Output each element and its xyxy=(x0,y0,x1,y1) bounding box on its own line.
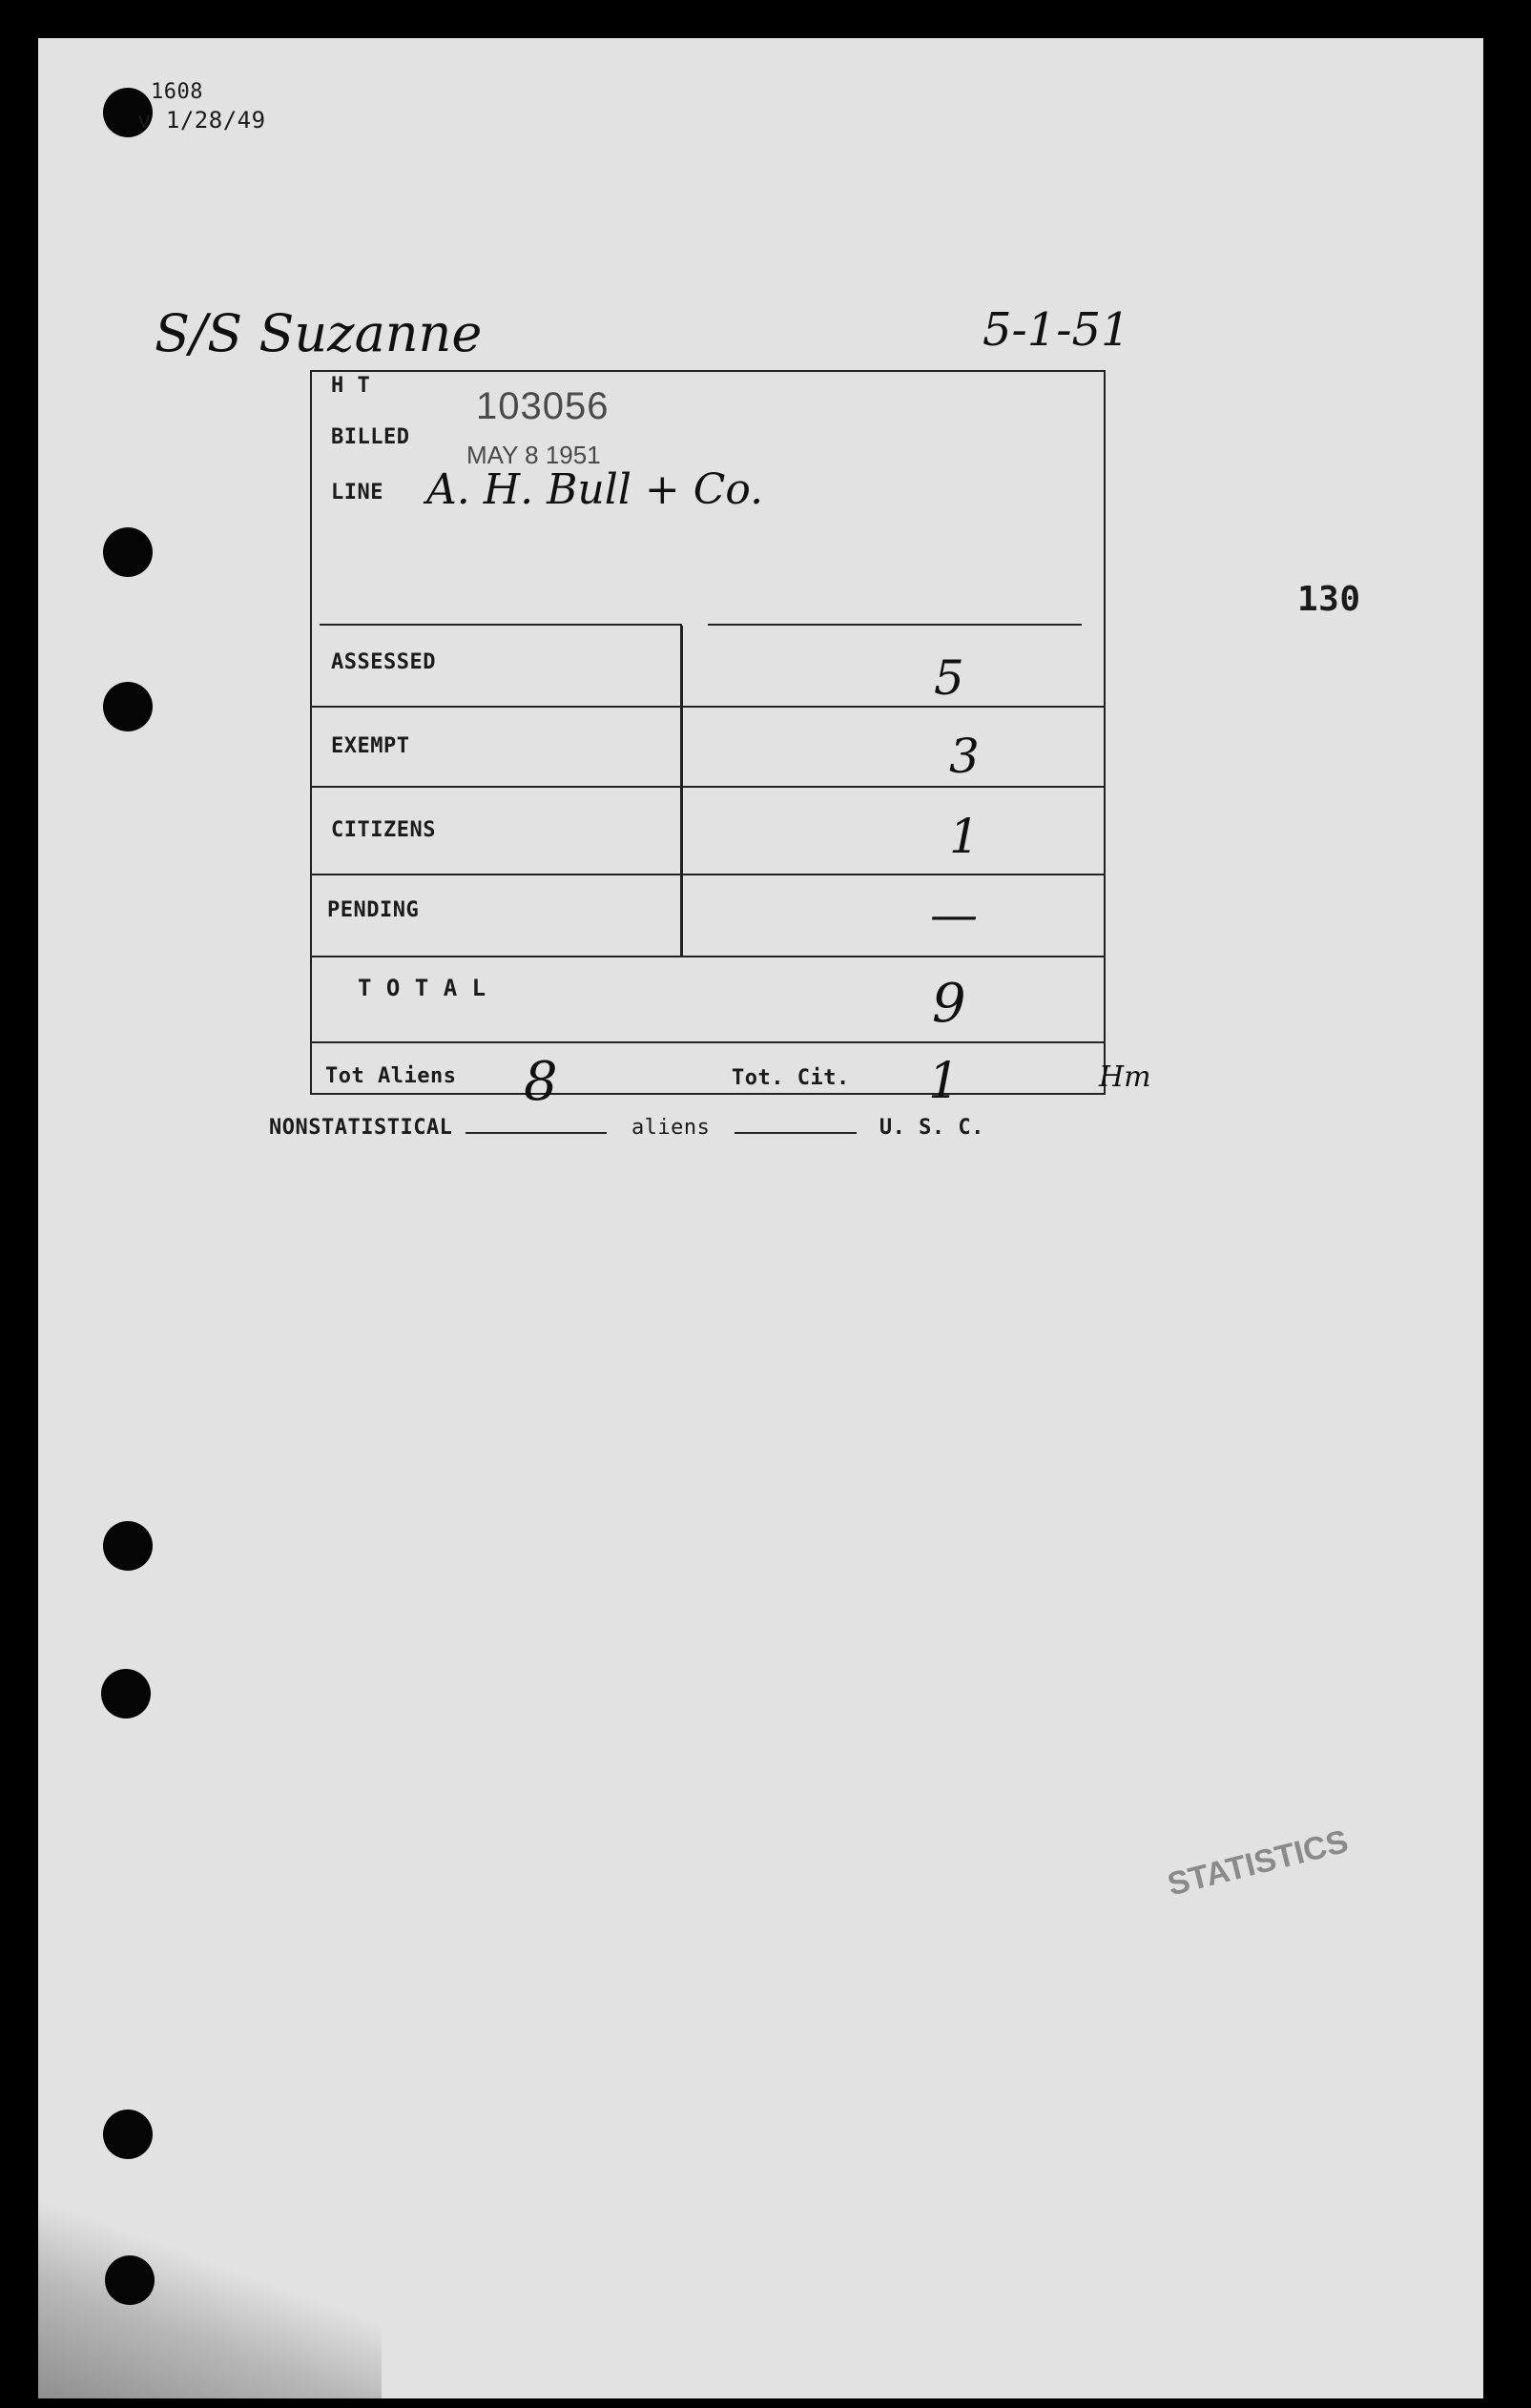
statistics-stamp: STATISTICS xyxy=(1164,1822,1353,1904)
divider xyxy=(312,706,1104,708)
scan-shadow xyxy=(38,2189,382,2398)
form-number: 1608 xyxy=(151,80,203,104)
tot-aliens-label: Tot Aliens xyxy=(325,1064,457,1088)
margin-number: 130 xyxy=(1297,580,1361,619)
divider xyxy=(312,786,1104,788)
row-label-citizens: CITIZENS xyxy=(331,818,436,842)
nonstatistical-label: NONSTATISTICAL xyxy=(269,1116,453,1140)
tot-cit-label: Tot. Cit. xyxy=(732,1066,850,1090)
binder-hole xyxy=(101,1669,151,1719)
line-value: A. H. Bull + Co. xyxy=(426,465,764,514)
ht-number: 103056 xyxy=(476,385,610,427)
divider xyxy=(312,874,1104,875)
tot-cit-value: 1 xyxy=(928,1053,961,1110)
vessel-name: S/S Suzanne xyxy=(155,303,483,363)
row-value-pending: — xyxy=(930,887,978,942)
divider xyxy=(312,1041,1104,1043)
binder-hole xyxy=(103,1521,153,1571)
clerk-initials: Hm xyxy=(1099,1060,1151,1094)
binder-hole xyxy=(105,2255,155,2305)
row-value-citizens: 1 xyxy=(949,809,980,864)
row-value-assessed: 5 xyxy=(934,650,964,706)
billed-label: BILLED xyxy=(331,425,410,449)
column-divider xyxy=(680,626,683,957)
total-value: 9 xyxy=(932,973,966,1035)
line-label: LINE xyxy=(331,481,383,504)
document-page xyxy=(38,38,1483,2398)
binder-hole xyxy=(103,2110,153,2159)
nonstatistical-usc: U. S. C. xyxy=(879,1116,984,1140)
divider xyxy=(312,956,1104,957)
row-label-assessed: ASSESSED xyxy=(331,650,436,674)
tot-aliens-value: 8 xyxy=(524,1051,558,1113)
binder-hole xyxy=(103,682,153,731)
row-value-exempt: 3 xyxy=(949,729,980,784)
nonstatistical-aliens: aliens xyxy=(631,1116,711,1140)
row-label-exempt: EXEMPT xyxy=(331,734,410,758)
ht-label: H T xyxy=(331,374,371,398)
nonstatistical-line xyxy=(269,1116,984,1140)
billed-date: MAY 8 1951 xyxy=(466,441,601,469)
row-label-pending: PENDING xyxy=(327,898,420,922)
total-label: T O T A L xyxy=(358,975,486,1001)
voyage-date: 5-1-51 xyxy=(983,303,1130,357)
binder-hole xyxy=(103,527,153,577)
statistics-box xyxy=(310,370,1106,1113)
form-revision: v 1/28/49 xyxy=(137,107,266,134)
divider xyxy=(320,624,682,626)
divider xyxy=(708,624,1082,626)
